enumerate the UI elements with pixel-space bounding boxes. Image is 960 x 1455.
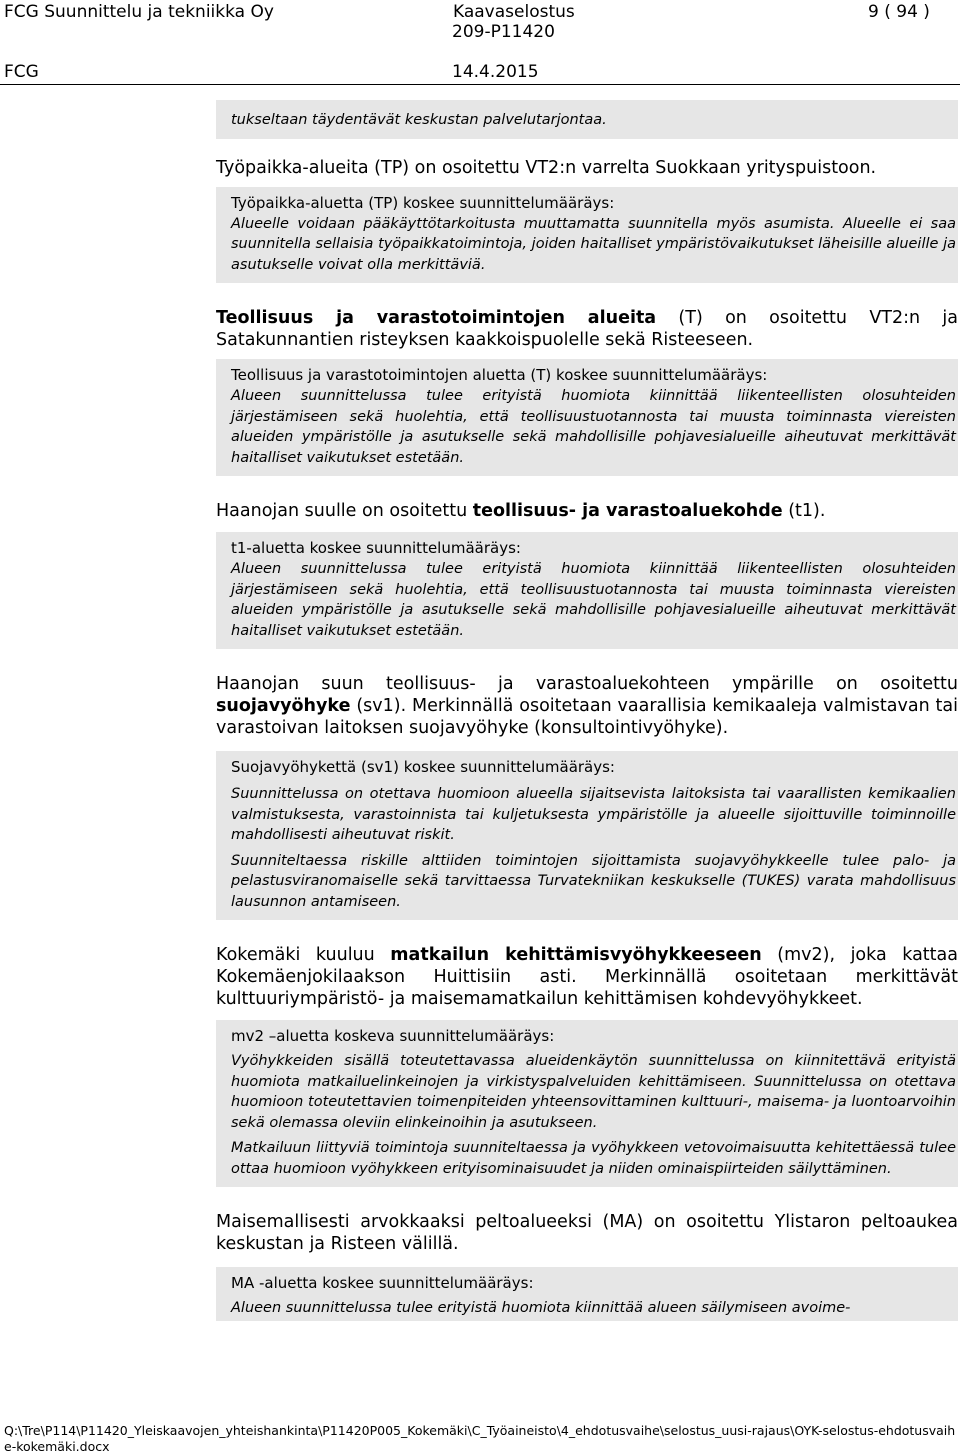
document-number: 209-P11420 — [452, 22, 555, 42]
paragraph-ma: Maisemallisesti arvokkaaksi peltoalueeksi (MA) on osoitettu Ylistaron peltoaukea keskustan ja Risteen välillä. — [216, 1212, 958, 1254]
regulation-lead: Teollisuus ja varastotoimintojen aluetta (T) koskee suunnittelumääräys: — [231, 366, 768, 384]
paragraph-tp-areas: Työpaikka-alueita (TP) on osoitettu VT2:n varrelta Suokkaan yrityspuistoon. — [216, 157, 877, 178]
regulation-lead: t1-aluetta koskee suunnittelumääräys: — [231, 539, 521, 557]
document-date: 14.4.2015 — [452, 62, 539, 82]
document-body — [216, 112, 958, 1321]
paragraph-sv1: Haanojan suun teollisuus- ja varastoaluekohteen ympärille on osoitettu suojavyöhyke (sv1). Merkinnällä osoitetaan vaarallisia kemikaaleja valmistavan tai varastoivan laitoksen suojavyöhyke (konsultointivyöhyke). — [216, 674, 958, 738]
regulation-text: Alueelle voidaan pääkäyttötarkoitusta muuttamatta suunnitella myös asumista. Alueelle ei saa suunnitella sellaisia työpaikkatoimintoja, joiden haitalliset ympäristövaikutukset läheisille alueille ja asutukselle voivat olla merkittäviä. — [231, 215, 956, 273]
regulation-box-continued — [216, 100, 958, 139]
regulation-box-t — [216, 359, 958, 476]
regulation-box-tp — [216, 187, 958, 284]
paragraph-mv2: Kokemäki kuuluu matkailun kehittämisvyöhykkeeseen (mv2), joka kattaa Kokemäenjokilaakson Huittisiin asti. Merkinnällä osoitetaan merkittävät kulttuuriympäristö- ja maisemamatkailun kehittämisen kohdevyöhykkeet. — [216, 945, 958, 1009]
regulation-text: tukseltaan täydentävät keskustan palvelutarjontaa. — [231, 112, 607, 128]
document-type: Kaavaselostus — [453, 2, 575, 22]
bold-term: teollisuus- ja varastoaluekohde — [472, 501, 783, 521]
bold-term: matkailun kehittämisvyöhykkeeseen — [390, 945, 762, 965]
regulation-text: Alueen suunnittelussa tulee erityistä huomiota kiinnittää alueen säilymiseen avoime- — [231, 1300, 851, 1316]
paragraph-t-areas: Teollisuus ja varastotoimintojen alueita (T) on osoitettu VT2:n ja Satakunnantien risteyksen kaakkoispuolelle sekä Risteeseen. — [216, 308, 958, 350]
regulation-text: Suunnittelussa on otettava huomioon alueella sijaitsevista laitoksista tai vaarallisten kemikaalien valmistuksesta, varastoinnista tai kuljetuksesta ympäristölle ja alueelle sijoittuville toiminnoille mahdollisesti aiheutuvat riskit. — [231, 786, 956, 843]
regulation-box-sv1 — [216, 751, 958, 920]
regulation-text: Alueen suunnittelussa tulee erityistä huomiota kiinnittää liikenteellisten olosuhteiden järjestämiseen sekä huolehtia, että teollisuustuotannosta tai muusta toiminnasta viereisten alueiden ympäristölle ja asutukselle sekä mahdollisille pohjavesialueille aiheutuvat merkittävät haitalliset vaikutukset estetään. — [231, 388, 956, 466]
bold-term: Teollisuus ja varastotoimintojen alueita — [216, 308, 657, 328]
regulation-text: Vyöhykkeiden sisällä toteutettavassa alueidenkäytön suunnittelussa on kiinnitettävä erityistä huomiota matkailuelinkeinojen ja virkistyspalveluiden kehittämiseen. Suunnittelussa on otettava huomioon toteutettavien toimenpiteiden yhteensovittaminen kulttuuri-, maisema- ja luontoarvoihin sekä olemassa oleviin elinkeinoihin ja asutukseen. — [231, 1053, 956, 1131]
page-number: 9 ( 94 ) — [868, 2, 930, 22]
file-path-footer: Q:\Tre\P114\P11420_Yleiskaavojen_yhteishankinta\P11420P005_Kokemäki\C_Työaineisto\4_ehdotusvaihe\selostus_uusi-rajaus\OYK-selostus-ehdotusvaihe-kokemäki.docx — [4, 1423, 956, 1454]
regulation-box-mv2 — [216, 1020, 958, 1187]
company-name: FCG Suunnittelu ja tekniikka Oy — [4, 2, 274, 22]
header-divider — [0, 84, 960, 85]
regulation-box-t1 — [216, 532, 958, 649]
bold-term: suojavyöhyke — [216, 696, 351, 716]
paragraph-t1: Haanojan suulle on osoitettu teollisuus- ja varastoaluekohde (t1). — [216, 501, 826, 521]
regulation-lead: Suojavyöhykettä (sv1) koskee suunnittelumääräys: — [231, 758, 615, 776]
company-short: FCG — [4, 62, 39, 82]
regulation-text: Alueen suunnittelussa tulee erityistä huomiota kiinnittää liikenteellisten olosuhteiden järjestämiseen sekä huolehtia, että teollisuustuotannosta tai muusta toiminnasta viereisten alueiden ympäristölle ja asutukselle sekä mahdollisille pohjavesialueille aiheutuvat merkittävät haitalliset vaikutukset estetään. — [231, 561, 956, 639]
page-header — [0, 0, 960, 84]
regulation-lead: mv2 –aluetta koskeva suunnittelumääräys: — [231, 1027, 555, 1045]
regulation-box-ma — [216, 1267, 958, 1321]
regulation-text: Matkailuun liittyviä toimintoja suunniteltaessa ja vyöhykkeen vetovoimaisuutta kehitettäessä tulee ottaa huomioon vyöhykkeen erityisominaisuudet ja niiden ominaispiirteiden säilyttäminen. — [231, 1140, 956, 1177]
regulation-lead: MA -aluetta koskee suunnittelumääräys: — [231, 1274, 534, 1292]
regulation-lead: Työpaikka-aluetta (TP) koskee suunnittelumääräys: — [231, 193, 615, 212]
regulation-text: Suunniteltaessa riskille alttiiden toimintojen sijoittamista suojavyöhykkeelle tulee palo- ja pelastusviranomaiselle sekä tarvittaessa Turvatekniikan keskukselle (TUKES) varata mahdollisuus lausunnon antamiseen. — [231, 852, 956, 910]
